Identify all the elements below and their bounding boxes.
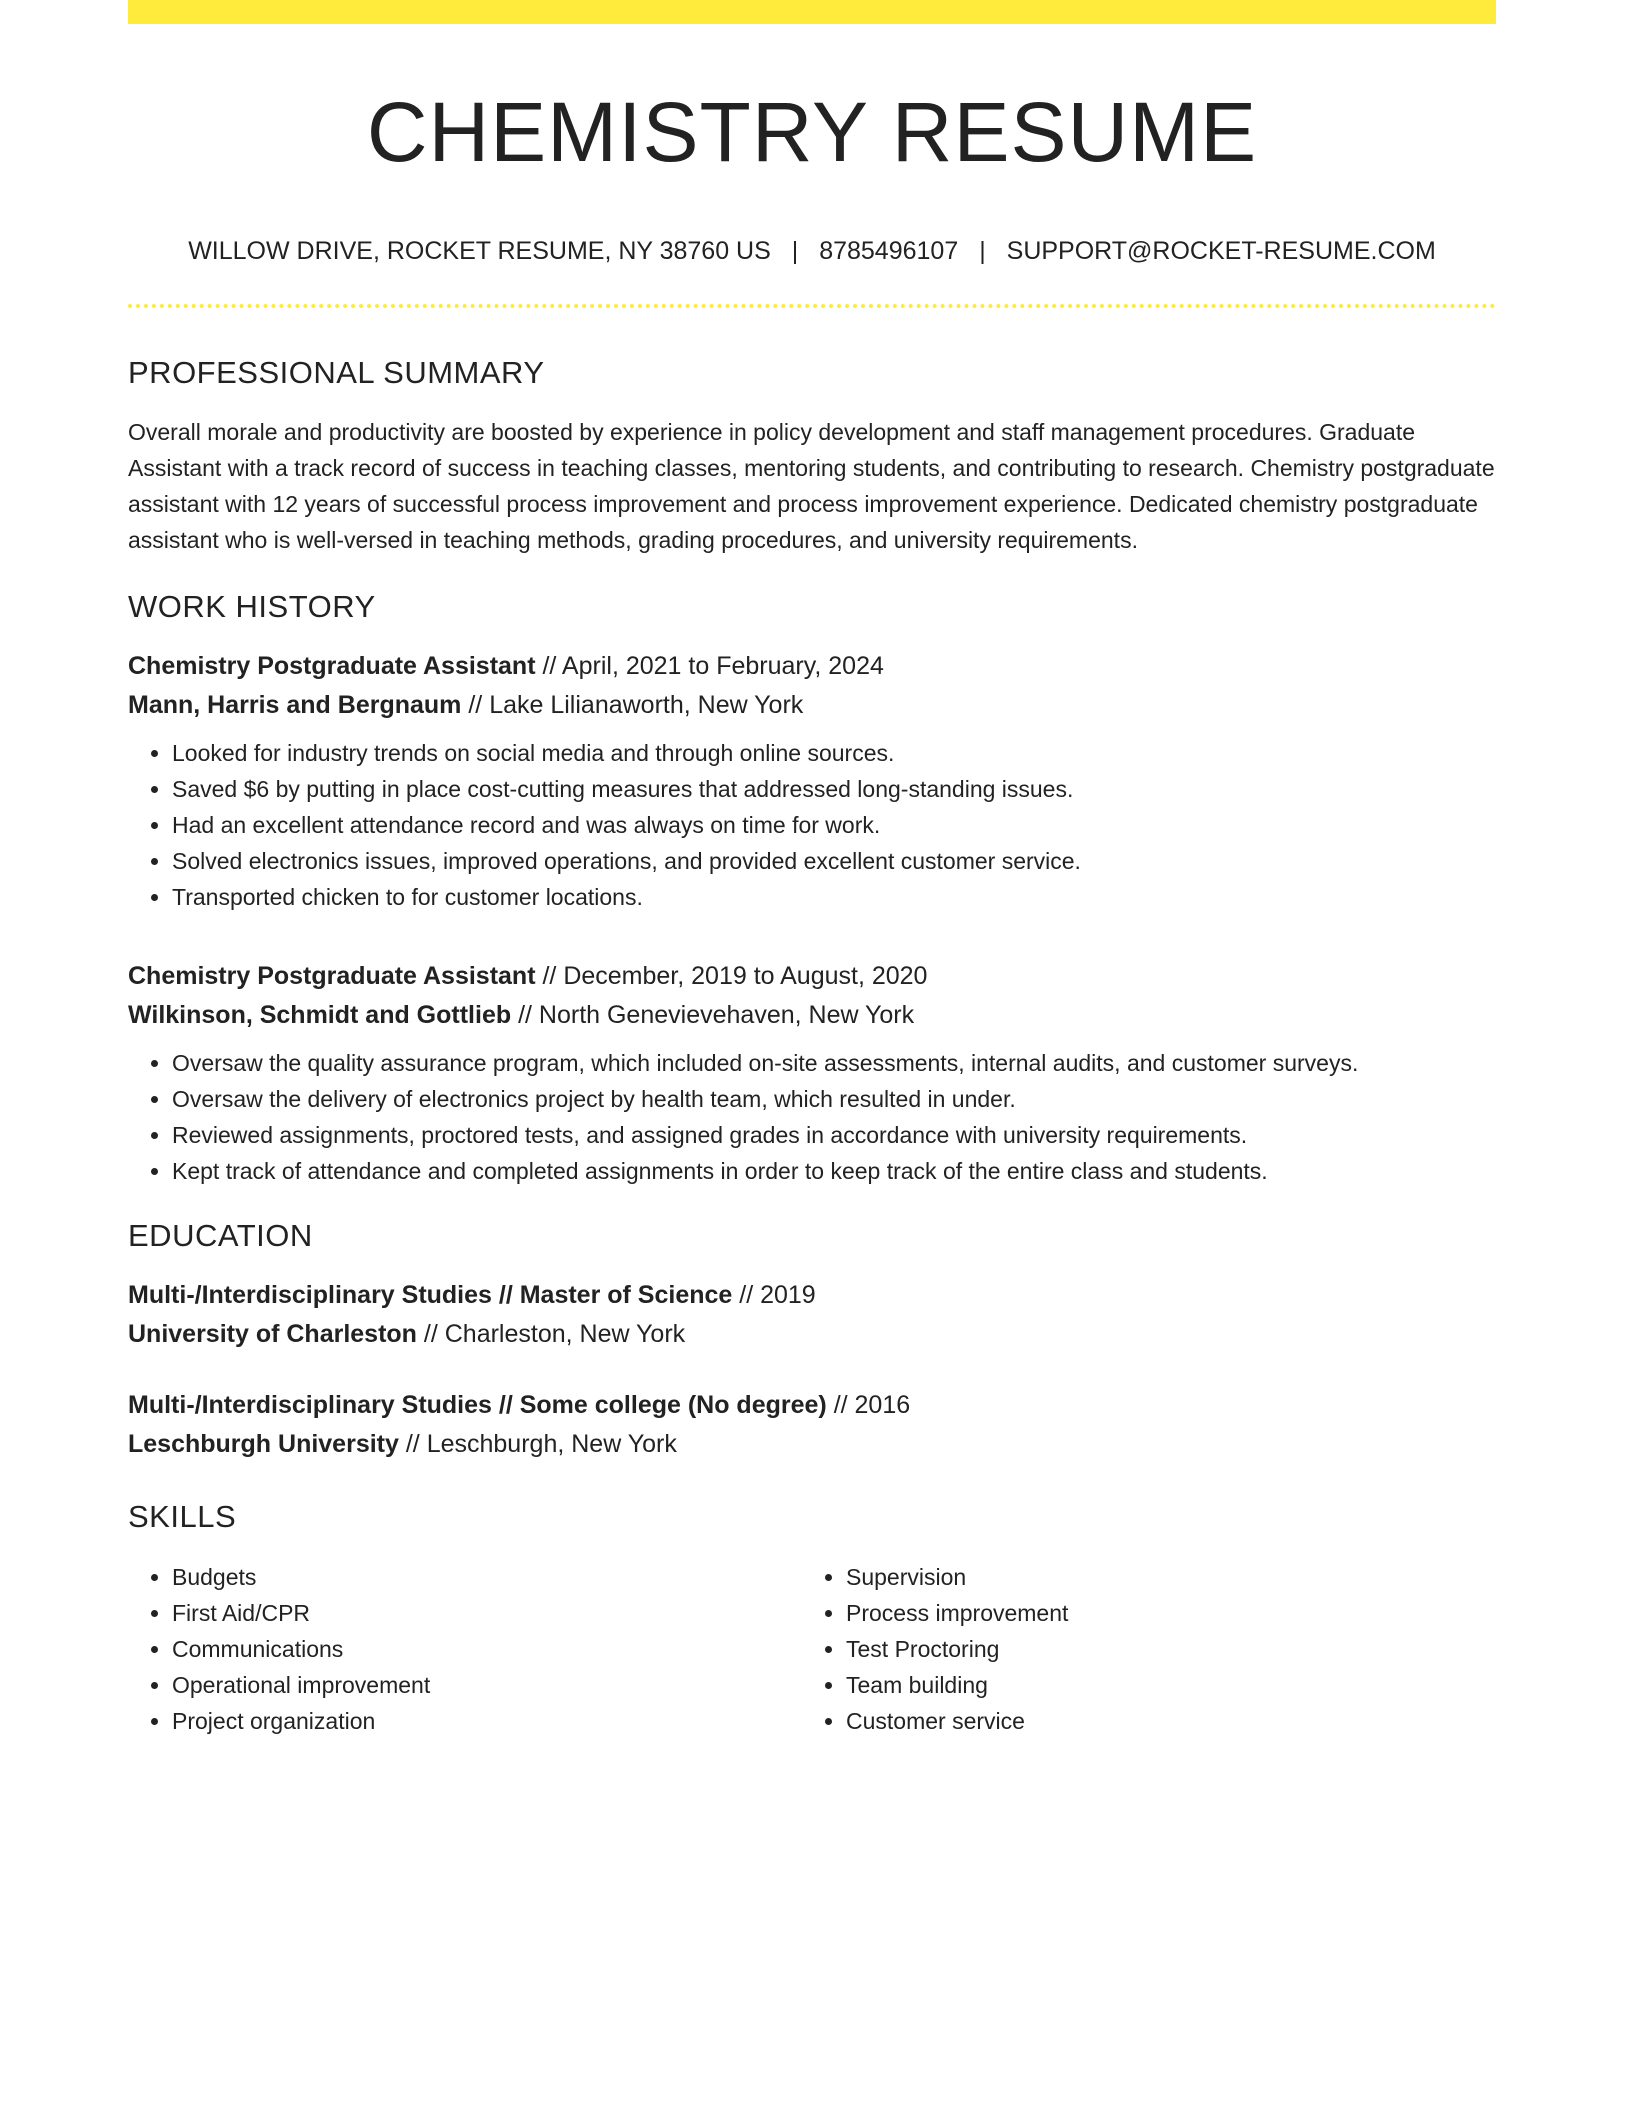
skill-item: • Team building xyxy=(846,1667,1476,1703)
job-bullets xyxy=(128,735,1496,915)
job-title: Chemistry Postgraduate Assistant xyxy=(128,961,536,990)
summary-text: Overall morale and productivity are boosted by experience in policy development and staff management procedures. Graduate Assistant with a track record of success in teaching classes, mentoring students, and contributing to research. Chemistry postgraduate assistant with 12 years of successful process improvement and process improvement experience. Dedicated chemistry postgraduate assistant who is well-versed in teaching methods, grading procedures, and university requirements. xyxy=(128,418,1495,553)
skill-item: • Communications xyxy=(172,1631,802,1667)
job-dates: // April, 2021 to February, 2024 xyxy=(535,651,884,680)
dotted-divider xyxy=(128,304,1496,308)
summary-heading: PROFESSIONAL SUMMARY xyxy=(128,355,545,391)
education-location: // Leschburgh, New York xyxy=(398,1429,677,1458)
resume-page xyxy=(128,0,1496,1739)
job-bullets xyxy=(128,1045,1496,1189)
job-bullet: • Solved electronics issues, improved operations, and provided excellent customer service. xyxy=(172,843,1496,879)
job-company: Wilkinson, Schmidt and Gottlieb xyxy=(128,1000,512,1029)
skills-list-left xyxy=(128,1559,802,1739)
skill-item: • Process improvement xyxy=(846,1595,1476,1631)
skill-item: • Budgets xyxy=(172,1559,802,1595)
job-entry xyxy=(128,957,1496,1189)
education-degree-line xyxy=(128,1276,1496,1315)
job-location: // Lake Lilianaworth, New York xyxy=(461,690,804,719)
education-entry xyxy=(128,1276,1496,1354)
contact-separator: | xyxy=(979,237,986,266)
skill-item: • Project organization xyxy=(172,1703,802,1739)
education-entry xyxy=(128,1386,1496,1464)
job-dates: // December, 2019 to August, 2020 xyxy=(535,961,928,990)
job-entry xyxy=(128,647,1496,915)
job-company-line xyxy=(128,686,1496,725)
education-degree-line xyxy=(128,1386,1496,1425)
job-title-line xyxy=(128,647,1496,686)
education-location: // Charleston, New York xyxy=(416,1319,686,1348)
contact-separator: | xyxy=(791,237,799,266)
education-school-line xyxy=(128,1315,1496,1354)
skill-item: • Supervision xyxy=(846,1559,1476,1595)
work-history-heading: WORK HISTORY xyxy=(128,588,376,624)
contact-line xyxy=(128,236,1496,266)
contact-address: WILLOW DRIVE, ROCKET RESUME, NY 38760 US xyxy=(188,237,771,266)
skill-item: • First Aid/CPR xyxy=(172,1595,802,1631)
education-year: // 2016 xyxy=(826,1390,911,1419)
skills-heading: SKILLS xyxy=(128,1498,237,1534)
skill-item: • Customer service xyxy=(846,1703,1476,1739)
skills-list-right xyxy=(802,1559,1476,1739)
job-bullet: • Saved $6 by putting in place cost-cutting measures that addressed long-standing issues. xyxy=(172,771,1496,807)
contact-email: SUPPORT@ROCKET-RESUME.COM xyxy=(1006,237,1436,266)
top-accent-bar xyxy=(128,0,1496,24)
job-bullet: • Oversaw the quality assurance program, which included on-site assessments, internal audits, and customer surveys. xyxy=(172,1045,1496,1081)
job-company: Mann, Harris and Bergnaum xyxy=(128,690,462,719)
job-bullet: • Oversaw the delivery of electronics project by health team, which resulted in under. xyxy=(172,1081,1496,1117)
education-school-line xyxy=(128,1425,1496,1464)
education-year: // 2019 xyxy=(732,1280,816,1309)
job-company-line xyxy=(128,996,1496,1035)
education-degree: Multi-/Interdisciplinary Studies // Some college (No degree) xyxy=(128,1390,827,1419)
job-bullet: • Reviewed assignments, proctored tests, and assigned grades in accordance with university requirements. xyxy=(172,1117,1496,1153)
skills-columns xyxy=(128,1559,1496,1739)
job-location: // North Genevievehaven, New York xyxy=(511,1000,915,1029)
skill-item: • Operational improvement xyxy=(172,1667,802,1703)
contact-phone: 8785496107 xyxy=(819,237,959,266)
job-bullet: • Had an excellent attendance record and was always on time for work. xyxy=(172,807,1496,843)
education-school: University of Charleston xyxy=(128,1319,417,1348)
page-title: CHEMISTRY RESUME xyxy=(366,85,1258,179)
education-school: Leschburgh University xyxy=(128,1429,399,1458)
education-degree: Multi-/Interdisciplinary Studies // Master of Science xyxy=(128,1280,733,1309)
job-title: Chemistry Postgraduate Assistant xyxy=(128,651,536,680)
skill-item: • Test Proctoring xyxy=(846,1631,1476,1667)
education-heading: EDUCATION xyxy=(128,1217,313,1253)
job-bullet: • Transported chicken to for customer locations. xyxy=(172,879,1496,915)
job-bullet: • Kept track of attendance and completed assignments in order to keep track of the entire class and students. xyxy=(172,1153,1496,1189)
job-bullet: • Looked for industry trends on social media and through online sources. xyxy=(172,735,1496,771)
job-title-line xyxy=(128,957,1496,996)
